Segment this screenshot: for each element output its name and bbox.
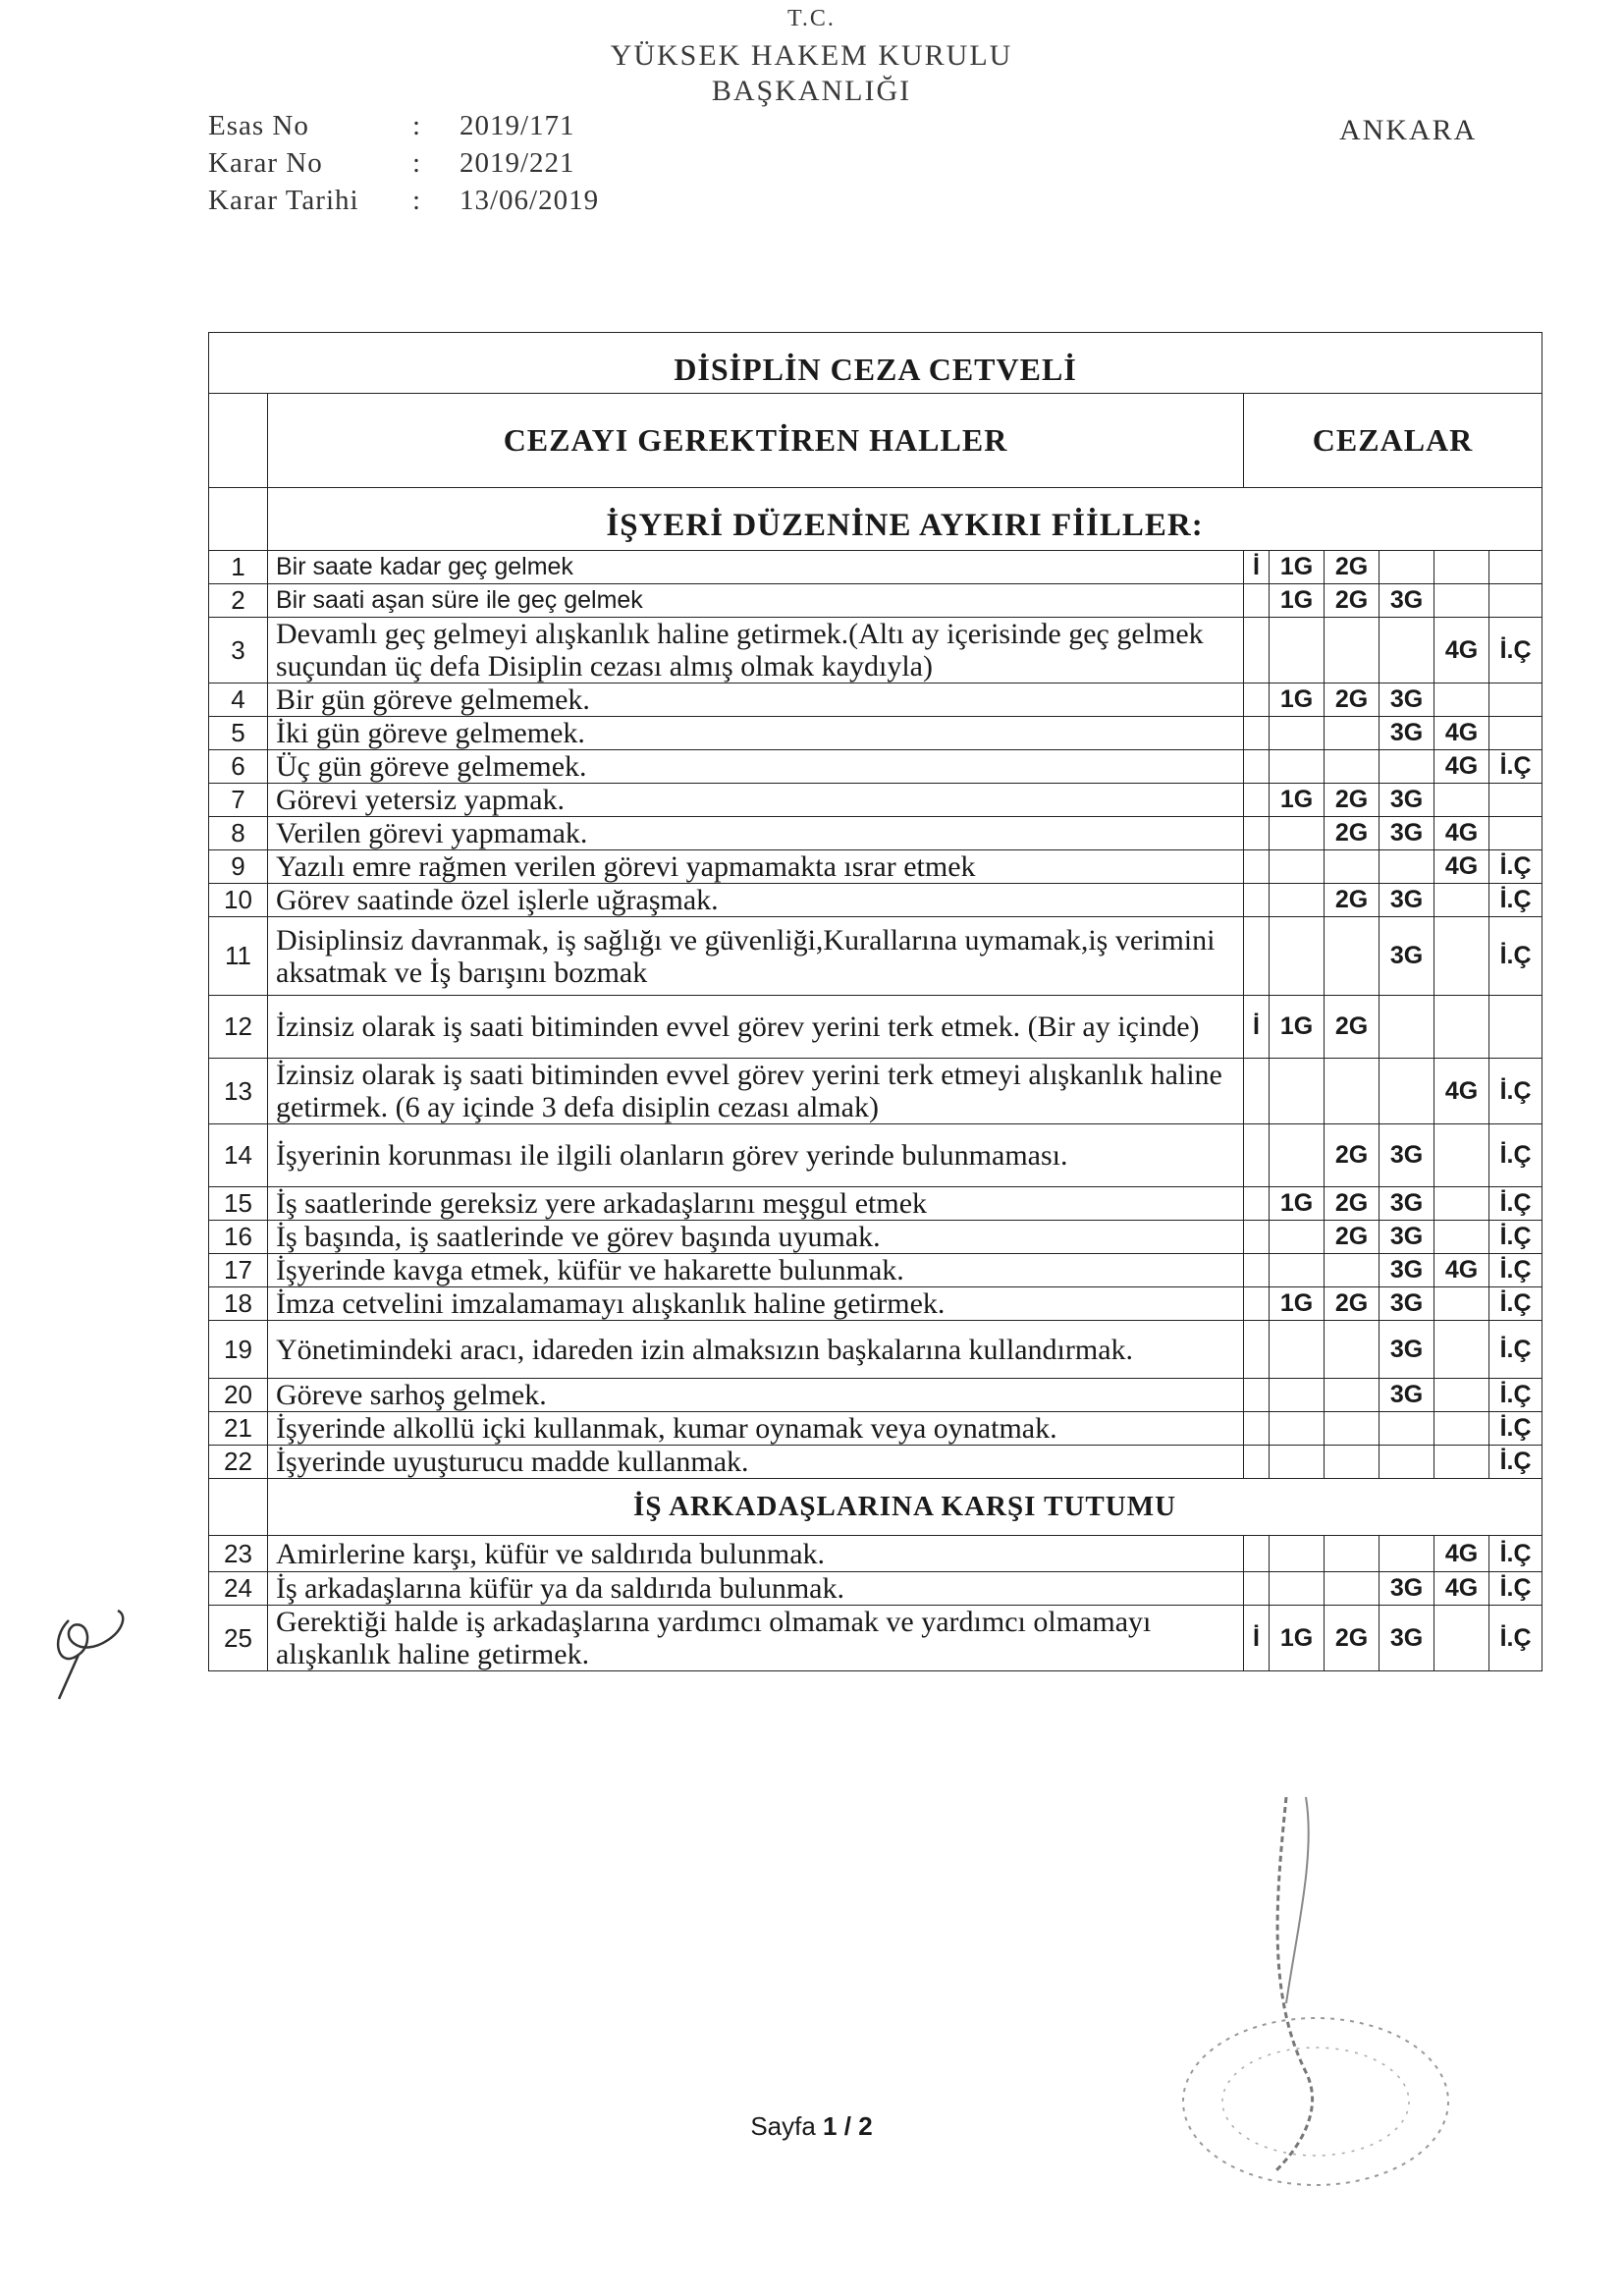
table-row [209,817,1542,850]
penalty-cell: 1G [1270,584,1325,618]
page-number: 1 [823,2111,838,2141]
penalty-cell: 3G [1380,1321,1434,1379]
penalty-cell [1244,1059,1270,1124]
row-description: Görev saatinde özel işlerle uğraşmak. [268,884,1244,917]
penalty-cell [1434,917,1489,996]
meta-value: 2019/221 [460,147,575,179]
penalty-cell [1434,1606,1489,1671]
penalty-cell: 3G [1380,784,1434,817]
row-description: İzinsiz olarak iş saati bitiminden evvel görev yerini terk etmek. (Bir ay içinde) [268,996,1244,1059]
penalty-cell: 3G [1380,1572,1434,1606]
row-description: İş saatlerinde gereksiz yere arkadaşlarını meşgul etmek [268,1187,1244,1221]
penalty-cell [1434,551,1489,584]
penalty-cell [1380,1446,1434,1479]
penalty-cell: 3G [1380,1221,1434,1254]
penalty-cell [1270,884,1325,917]
table-row [209,1321,1542,1379]
penalty-cell [1434,1379,1489,1412]
penalty-cell [1380,551,1434,584]
penalty-cell [1270,917,1325,996]
penalty-cell [1434,996,1489,1059]
row-number: 18 [209,1287,268,1321]
meta-colon: : [412,185,422,216]
row-number: 25 [209,1606,268,1671]
row-description: İşyerinde uyuşturucu madde kullanmak. [268,1446,1244,1479]
penalty-cell: 4G [1434,717,1489,750]
penalty-cell: 3G [1380,584,1434,618]
table-row [209,884,1542,917]
table-row [209,750,1542,784]
penalty-cell: 2G [1325,1187,1380,1221]
row-description: Amirlerine karşı, küfür ve saldırıda bulunmak. [268,1536,1244,1572]
row-description: Devamlı geç gelmeyi alışkanlık haline getirmek.(Altı ay içerisinde geç gelmek suçundan üç defa Disiplin cezası almış olmak kaydıyla) [268,618,1244,683]
penalty-cell: İ [1244,996,1270,1059]
penalty-cell: 2G [1325,1606,1380,1671]
penalty-cell: 4G [1434,850,1489,884]
penalty-cell: 3G [1380,817,1434,850]
meta-value: 2019/171 [460,110,575,141]
penalty-cell [1434,1321,1489,1379]
row-number: 12 [209,996,268,1059]
row-number: 15 [209,1187,268,1221]
row-number: 14 [209,1124,268,1187]
penalty-cell [1325,1254,1380,1287]
row-description: İşyerinde kavga etmek, küfür ve hakarette bulunmak. [268,1254,1244,1287]
penalty-cell [1244,618,1270,683]
penalty-cell [1270,1221,1325,1254]
table-row [209,1124,1542,1187]
penalty-cell: 2G [1325,1124,1380,1187]
penalty-cell: İ.Ç [1489,1412,1542,1446]
penalty-cell: İ.Ç [1489,1059,1542,1124]
penalty-cell [1434,584,1489,618]
penalty-cell [1489,551,1542,584]
row-description: İş başında, iş saatlerinde ve görev başında uyumak. [268,1221,1244,1254]
penalty-cell [1244,1187,1270,1221]
penalty-cell: İ.Ç [1489,750,1542,784]
row-description: İşyerinde alkollü içki kullanmak, kumar oynamak veya oynatmak. [268,1412,1244,1446]
penalty-cell [1270,1321,1325,1379]
row-number: 7 [209,784,268,817]
penalty-cell: 3G [1380,1379,1434,1412]
penalty-cell [1325,717,1380,750]
penalty-cell [1270,618,1325,683]
penalty-cell [1325,1536,1380,1572]
table-row [209,618,1542,683]
table-row [209,850,1542,884]
row-number: 19 [209,1321,268,1379]
page-label: Sayfa [750,2111,824,2141]
penalty-table [208,332,1542,1671]
penalty-cell [1434,1124,1489,1187]
table-row [209,1446,1542,1479]
table-row [209,584,1542,618]
penalty-cell: İ.Ç [1489,1536,1542,1572]
meta-label: Karar Tarihi [208,185,359,216]
row-number: 11 [209,917,268,996]
penalty-cell [1380,618,1434,683]
table-row [209,1379,1542,1412]
penalty-cell: 4G [1434,618,1489,683]
penalty-cell [1244,717,1270,750]
table-row [209,683,1542,717]
penalty-cell [1244,884,1270,917]
penalty-cell: İ.Ç [1489,1287,1542,1321]
penalty-cell [1380,750,1434,784]
penalty-cell [1244,1124,1270,1187]
empty-cell [209,1479,268,1536]
section-title: İŞ ARKADAŞLARINA KARŞI TUTUMU [268,1479,1542,1536]
row-number: 4 [209,683,268,717]
penalty-cell [1270,817,1325,850]
penalty-cell [1244,784,1270,817]
penalty-cell: 1G [1270,551,1325,584]
penalty-cell [1325,1446,1380,1479]
meta-value: 13/06/2019 [460,185,600,216]
penalty-cell: İ.Ç [1489,1187,1542,1221]
empty-cell [209,488,268,551]
row-number: 10 [209,884,268,917]
row-description: Bir gün göreve gelmemek. [268,683,1244,717]
penalty-cell [1325,750,1380,784]
row-description: Gerektiği halde iş arkadaşlarına yardımcı olmamak ve yardımcı olmamayı alışkanlık haline getirmek. [268,1606,1244,1671]
penalty-cell: 2G [1325,996,1380,1059]
row-description: İşyerinin korunması ile ilgili olanların görev yerinde bulunmaması. [268,1124,1244,1187]
penalty-cell: İ.Ç [1489,1379,1542,1412]
penalty-cell [1325,1321,1380,1379]
penalty-cell: 4G [1434,1536,1489,1572]
row-description: İki gün göreve gelmemek. [268,717,1244,750]
meta-row [208,147,599,185]
penalty-cell [1270,850,1325,884]
city: ANKARA [1339,114,1478,146]
page-total: 2 [858,2111,873,2141]
row-number: 21 [209,1412,268,1446]
penalty-cell: İ.Ç [1489,1321,1542,1379]
penalty-cell [1380,1059,1434,1124]
penalty-cell [1380,850,1434,884]
penalty-cell: 2G [1325,551,1380,584]
penalty-cell: İ [1244,1606,1270,1671]
penalty-cell [1380,1536,1434,1572]
penalty-cell [1244,1287,1270,1321]
row-number: 23 [209,1536,268,1572]
table-row [209,996,1542,1059]
penalty-cell: İ [1244,551,1270,584]
table-row [209,1287,1542,1321]
penalty-cell [1434,1221,1489,1254]
meta-label: Esas No [208,110,309,141]
penalty-cell [1244,683,1270,717]
penalty-cell: 3G [1380,884,1434,917]
penalty-cell [1325,1379,1380,1412]
penalty-cell: İ.Ç [1489,884,1542,917]
penalty-cell [1244,1379,1270,1412]
penalty-cell: 1G [1270,1187,1325,1221]
penalty-cell [1270,750,1325,784]
header-department: BAŞKANLIĞI [711,75,912,107]
table-row [209,717,1542,750]
penalty-cell [1434,1446,1489,1479]
penalty-cell [1270,1536,1325,1572]
penalty-cell: 2G [1325,584,1380,618]
row-number: 1 [209,551,268,584]
penalty-cell [1270,1254,1325,1287]
empty-cell [209,394,268,488]
penalty-cell: İ.Ç [1489,1221,1542,1254]
penalty-cell: İ.Ç [1489,1606,1542,1671]
row-description: İş arkadaşlarına küfür ya da saldırıda bulunmak. [268,1572,1244,1606]
penalty-cell [1325,618,1380,683]
row-number: 20 [209,1379,268,1412]
penalty-cell [1270,1124,1325,1187]
penalty-cell [1325,917,1380,996]
penalty-cell [1244,1572,1270,1606]
section-title: İŞYERİ DÜZENİNE AYKIRI FİİLLER: [268,488,1542,551]
penalty-cell: 3G [1380,1287,1434,1321]
table-row [209,1606,1542,1671]
penalty-cell: 2G [1325,683,1380,717]
table-row [209,1536,1542,1572]
penalty-cell [1270,1059,1325,1124]
penalty-cell: 1G [1270,996,1325,1059]
penalty-cell [1270,1412,1325,1446]
penalty-cell [1489,683,1542,717]
official-stamp [1159,1777,1473,2190]
row-number: 8 [209,817,268,850]
penalty-cell: İ.Ç [1489,1254,1542,1287]
penalty-cell: 1G [1270,784,1325,817]
penalty-cell: 4G [1434,1059,1489,1124]
penalty-cell [1244,1254,1270,1287]
table-row [209,917,1542,996]
table-row [209,1187,1542,1221]
penalty-cell [1244,817,1270,850]
penalty-cell [1325,850,1380,884]
penalty-cell [1270,1446,1325,1479]
row-description: İmza cetvelini imzalamamayı alışkanlık haline getirmek. [268,1287,1244,1321]
penalty-cell [1434,884,1489,917]
penalty-cell: 1G [1270,1287,1325,1321]
meta-row [208,110,599,147]
table-row [209,1572,1542,1606]
meta-colon: : [412,147,422,179]
penalty-cell: İ.Ç [1489,1446,1542,1479]
penalty-cell [1244,850,1270,884]
penalty-cell [1380,996,1434,1059]
penalty-cell: 1G [1270,1606,1325,1671]
penalty-cell: 1G [1270,683,1325,717]
penalty-cell: 2G [1325,784,1380,817]
page-separator: / [837,2111,859,2141]
table-row [209,784,1542,817]
row-number: 16 [209,1221,268,1254]
row-number: 22 [209,1446,268,1479]
penalty-cell [1244,1446,1270,1479]
case-meta [208,110,599,222]
row-description: Yazılı emre rağmen verilen görevi yapmamakta ısrar etmek [268,850,1244,884]
penalty-cell: 3G [1380,1606,1434,1671]
penalty-cell [1325,1572,1380,1606]
row-description: Göreve sarhoş gelmek. [268,1379,1244,1412]
meta-row [208,185,599,222]
row-description: Bir saati aşan süre ile geç gelmek [268,584,1244,618]
row-number: 17 [209,1254,268,1287]
meta-label: Karar No [208,147,323,179]
penalty-cell [1434,683,1489,717]
penalty-cell [1325,1059,1380,1124]
penalty-cell: 3G [1380,683,1434,717]
penalty-cell: 4G [1434,1254,1489,1287]
penalty-cell [1489,717,1542,750]
row-number: 9 [209,850,268,884]
penalty-cell [1244,1536,1270,1572]
penalty-cell [1270,1572,1325,1606]
penalty-cell [1244,917,1270,996]
penalty-cell: 2G [1325,1221,1380,1254]
penalty-cell: 4G [1434,750,1489,784]
penalty-cell [1270,717,1325,750]
table-row [209,551,1542,584]
table-title: DİSİPLİN CEZA CETVELİ [209,333,1542,394]
table-row [209,1221,1542,1254]
column-header-penalties: CEZALAR [1244,394,1542,488]
penalty-cell [1489,817,1542,850]
penalty-cell: 2G [1325,1287,1380,1321]
penalty-cell [1244,584,1270,618]
penalty-cell: 3G [1380,1254,1434,1287]
row-number: 3 [209,618,268,683]
row-number: 6 [209,750,268,784]
row-description: Bir saate kadar geç gelmek [268,551,1244,584]
penalty-cell [1244,1221,1270,1254]
row-description: Üç gün göreve gelmemek. [268,750,1244,784]
penalty-cell: 3G [1380,1124,1434,1187]
penalty-cell [1244,1412,1270,1446]
penalty-cell: 3G [1380,917,1434,996]
table-row [209,1412,1542,1446]
penalty-cell: 2G [1325,817,1380,850]
signature-mark [39,1601,157,1719]
penalty-cell: İ.Ç [1489,1124,1542,1187]
row-description: Görevi yetersiz yapmak. [268,784,1244,817]
penalty-cell: 4G [1434,1572,1489,1606]
row-description: Yönetimindeki aracı, idareden izin almaksızın başkalarına kullandırmak. [268,1321,1244,1379]
penalty-cell [1489,784,1542,817]
penalty-cell [1434,1287,1489,1321]
row-number: 24 [209,1572,268,1606]
penalty-cell: İ.Ç [1489,850,1542,884]
table-row [209,1254,1542,1287]
row-description: Verilen görevi yapmamak. [268,817,1244,850]
penalty-cell: 4G [1434,817,1489,850]
penalty-cell [1244,750,1270,784]
penalty-cell [1380,1412,1434,1446]
meta-colon: : [412,110,422,141]
table-row [209,1059,1542,1124]
penalty-cell [1244,1321,1270,1379]
penalty-cell [1434,1187,1489,1221]
row-number: 2 [209,584,268,618]
header-tc: T.C. [787,6,836,31]
penalty-cell: İ.Ç [1489,917,1542,996]
row-number: 13 [209,1059,268,1124]
penalty-cell [1489,584,1542,618]
penalty-cell [1270,1379,1325,1412]
row-number: 5 [209,717,268,750]
penalty-cell: 3G [1380,1187,1434,1221]
penalty-cell: 2G [1325,884,1380,917]
penalty-cell [1434,1412,1489,1446]
header-organization: YÜKSEK HAKEM KURULU [610,39,1013,72]
penalty-cell: İ.Ç [1489,1572,1542,1606]
penalty-cell [1489,996,1542,1059]
penalty-cell: 3G [1380,717,1434,750]
penalty-cell [1325,1412,1380,1446]
row-description: Disiplinsiz davranmak, iş sağlığı ve güvenliği,Kurallarına uymamak,iş verimini aksatmak ve İş barışını bozmak [268,917,1244,996]
penalty-cell [1434,784,1489,817]
row-description: İzinsiz olarak iş saati bitiminden evvel görev yerini terk etmeyi alışkanlık haline getirmek. (6 ay içinde 3 defa disiplin cezası almak) [268,1059,1244,1124]
column-header-cases: CEZAYI GEREKTİREN HALLER [268,394,1244,488]
penalty-cell: İ.Ç [1489,618,1542,683]
